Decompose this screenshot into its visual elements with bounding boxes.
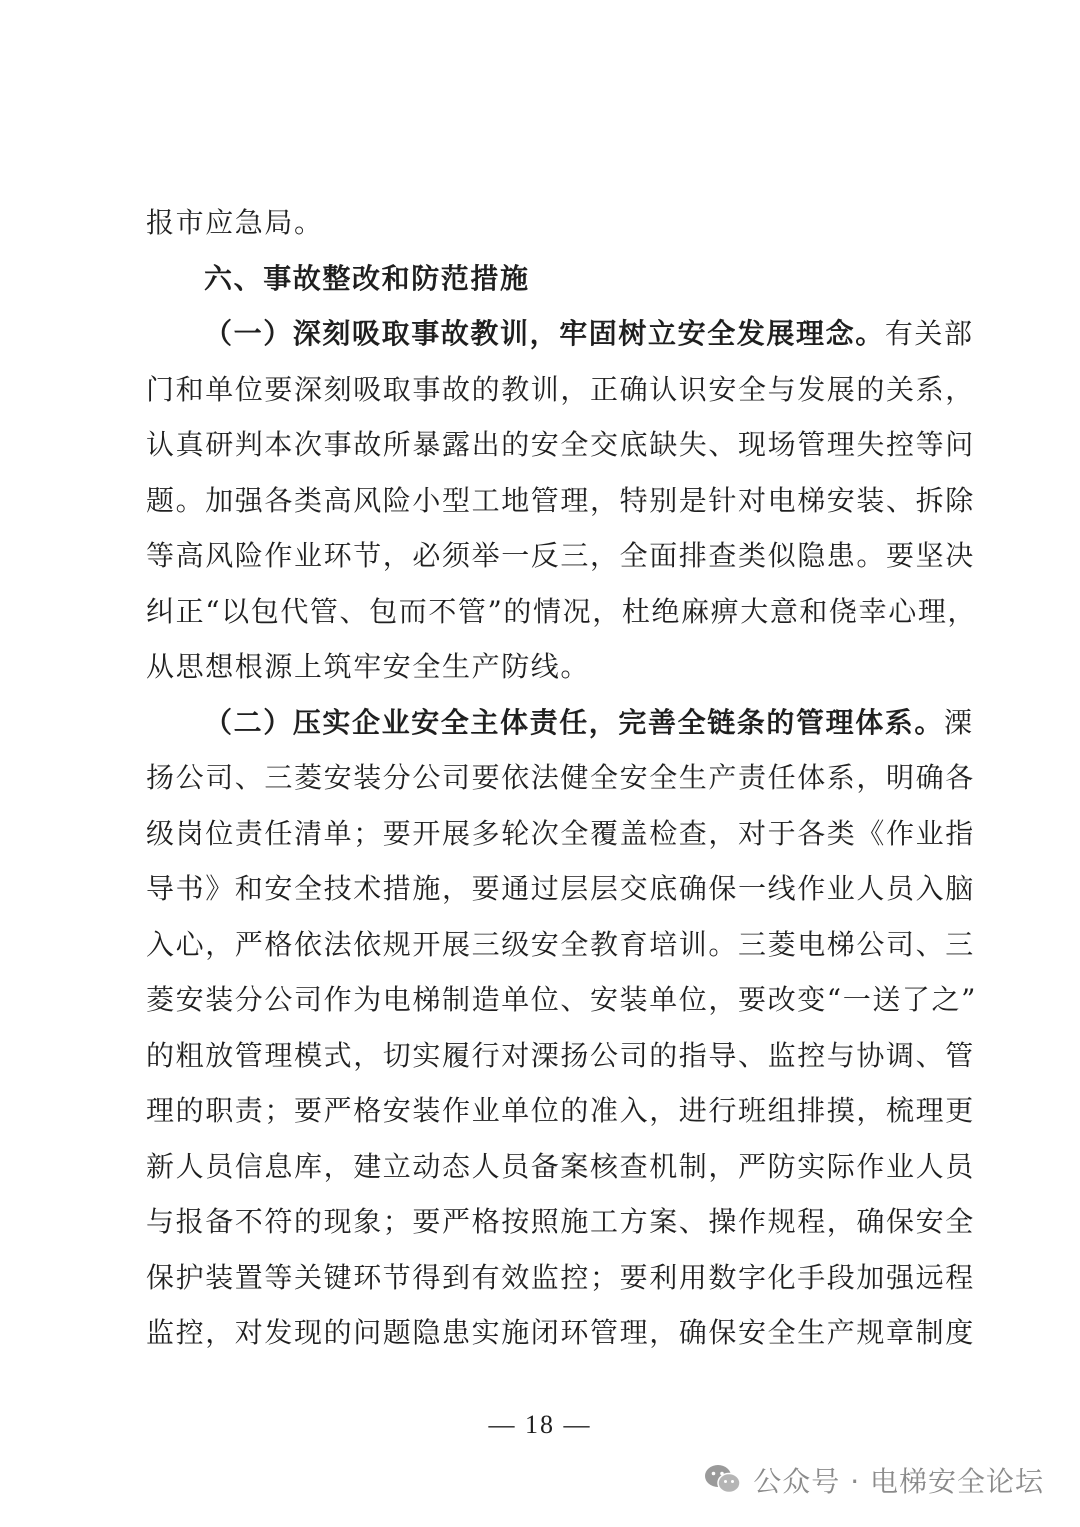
paragraph-line: 菱安装分公司作为电梯制造单位、安装单位，要改变“一送了之” [146, 983, 978, 1016]
paragraph-line: 报市应急局。 [146, 206, 324, 239]
paragraph-line [146, 306, 974, 362]
paragraph-line: 等高风险作业环节，必须举一反三，全面排查类似隐患。要坚决 [146, 539, 975, 572]
paragraph-line: 认真研判本次事故所暴露出的安全交底缺失、现场管理失控等问 [146, 428, 975, 461]
wechat-icon [703, 1463, 743, 1497]
paragraph-line: 级岗位责任清单；要开展多轮次全覆盖检查，对于各类《作业指 [146, 816, 975, 850]
paragraph-line: 新人员信息库，建立动态人员备案核查机制，严防实际作业人员 [146, 1149, 975, 1183]
paragraph-line: 与报备不符的现象；要严格按照施工方案、操作规程，确保安全 [146, 1205, 975, 1238]
paragraph-line: 从思想根源上筑牢安全生产防线。 [146, 650, 591, 683]
paragraph-line: 导书》和安全技术措施，要通过层层交底确保一线作业人员入脑 [146, 872, 975, 905]
paragraph-line: 的粗放管理模式，切实履行对溧扬公司的指导、监控与协调、管 [146, 1038, 975, 1072]
paragraph-text: 溧 [944, 705, 974, 739]
watermark [703, 1460, 1044, 1500]
paragraph-line: 监控，对发现的问题隐患实施闭环管理，确保安全生产规章制度 [146, 1316, 975, 1349]
paragraph-line: 题。加强各类高风险小型工地管理，特别是针对电梯安装、拆除 [146, 483, 975, 517]
paragraph-line: 保护装置等关键环节得到有效监控；要利用数字化手段加强远程 [146, 1260, 975, 1294]
paragraph-line: 纠正“以包代管、包而不管”的情况，杜绝麻痹大意和侥幸心理， [146, 594, 978, 628]
subsection-heading-1: （一）深刻吸取事故教训，牢固树立安全发展理念。 [204, 317, 885, 350]
paragraph-line: 理的职责；要严格安装作业单位的准入，进行班组排摸，梳理更 [146, 1094, 975, 1127]
watermark-text: 公众号 · 电梯安全论坛 [753, 1465, 1044, 1498]
paragraph-text: 有关部 [884, 317, 974, 350]
subsection-heading-2: （二）压实企业安全主体责任，完善全链条的管理体系。 [204, 705, 945, 739]
paragraph-line: 扬公司、三菱安装分公司要依法健全安全生产责任体系，明确各 [146, 761, 975, 794]
paragraph-line: 入心，严格依法依规开展三级安全教育培训。三菱电梯公司、三 [146, 927, 975, 961]
paragraph-line: 门和单位要深刻吸取事故的教训，正确认识安全与发展的关系， [146, 372, 975, 406]
page-number: — 18 — [488, 1410, 592, 1439]
section-heading: 六、事故整改和防范措施 [204, 261, 530, 295]
body-text [146, 195, 978, 1361]
paragraph-line [146, 695, 974, 751]
